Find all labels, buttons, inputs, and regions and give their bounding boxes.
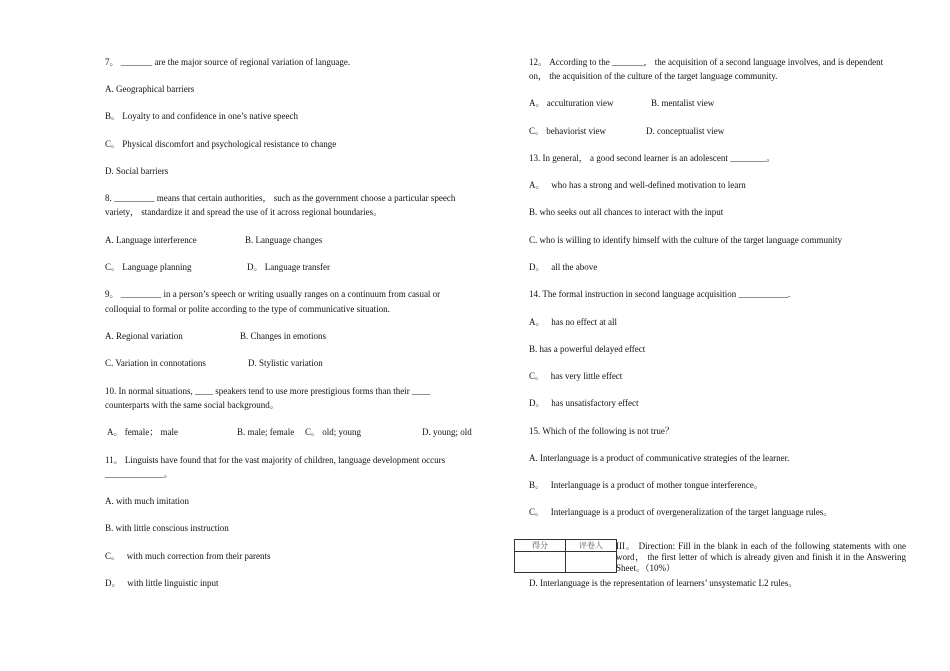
question-10-line1: 10. In normal situations, ____ speakers tend to use more prestigious forms than their ____ [105,386,430,396]
question-9-line1: 9。 _________ in a person’s speech or writing usually ranges on a continuum from casual or [105,289,441,299]
question-10-line2: counterparts with the same social background。 [105,400,279,410]
option-8d: D。 Language transfer [247,262,330,272]
option-11c: C。 with much correction from their parents [105,551,271,561]
option-10a: A。 female； male [107,427,178,437]
option-13c: C. who is willing to identify himself with the culture of the target language community [529,235,843,245]
option-13a: A。 who has a strong and well-defined motivation to learn [529,180,746,190]
question-8-line1: 8. _________ means that certain authorities， such as the government choose a particular speech [105,193,456,203]
question-11-line1: 11。 Linguists have found that for the vast majority of children, language development occurs [105,455,446,465]
option-14b: B. has a powerful delayed effect [529,344,646,354]
option-14c: C。 has very little effect [529,371,623,381]
option-15c: C。 Interlanguage is a product of overgeneralization of the target language rules。 [529,507,833,517]
option-8b: B. Language changes [245,235,323,245]
option-14d: D。 has unsatisfactory effect [529,398,639,408]
question-7: 7。 _______ are the major source of regional variation of language. [105,57,351,67]
option-7c: C。 Physical discomfort and psychological resistance to change [105,139,337,149]
question-15: 15. Which of the following is not true？ [529,426,674,436]
question-9-line2: colloquial to formal or polite according to the type of communicative situation. [105,304,390,314]
section-iii-direction: III。 Direction: Fill in the blank in each of the following statements with one word， the first letter of which is already given and finish it in the Answering Sheet。（10%） [616,541,906,573]
option-12b: B. mentalist view [651,98,715,108]
option-9d: D. Stylistic variation [248,358,323,368]
option-8c: C。 Language planning [105,262,192,272]
option-10b: B. male; female [237,427,295,437]
question-11-line2: _____________。 [105,469,173,479]
question-12-line2: on， the acquisition of the culture of the target language community. [529,71,778,81]
option-15b: B。 Interlanguage is a product of mother tongue interference。 [529,480,763,490]
option-10d: D. young; old [422,427,472,437]
option-12d: D. conceptualist view [646,126,725,136]
question-13: 13. In general， a good second learner is an adolescent ________。 [529,153,776,163]
score-box [514,539,617,573]
option-12c: C。 behaviorist view [529,126,606,136]
score-cell [515,552,566,573]
option-13b: B. who seeks out all chances to interact with the input [529,207,724,217]
option-12a: A。 acculturation view [529,98,614,108]
option-7a: A. Geographical barriers [105,84,195,94]
question-14: 14. The formal instruction in second language acquisition ___________. [529,289,791,299]
option-15a: A. Interlanguage is a product of communicative strategies of the learner. [529,453,790,463]
option-8a: A. Language interference [105,235,197,245]
option-15d: D. Interlanguage is the representation of learners’ unsystematic L2 rules。 [529,578,798,588]
option-11d: D。 with little linguistic input [105,578,219,588]
question-12-line1: 12。 According to the _______， the acquisition of a second language involves, and is dependent [529,57,884,67]
score-label: 得分 [515,540,566,552]
question-8-line2: variety， standardize it and spread the use of it across regional boundaries。 [105,207,383,217]
option-14a: A。 has no effect at all [529,317,618,327]
option-9a: A. Regional variation [105,331,183,341]
option-10c: C。 old; young [305,427,362,437]
option-11b: B. with little conscious instruction [105,523,229,533]
option-11a: A. with much imitation [105,496,189,506]
option-13d: D。 all the above [529,262,598,272]
option-9c: C. Variation in connotations [105,358,206,368]
grader-cell [566,552,617,573]
option-9b: B. Changes in emotions [240,331,326,341]
option-7b: B。 Loyalty to and confidence in one’s native speech [105,111,298,121]
grader-label: 评卷人 [566,540,617,552]
option-7d: D. Social barriers [105,166,169,176]
